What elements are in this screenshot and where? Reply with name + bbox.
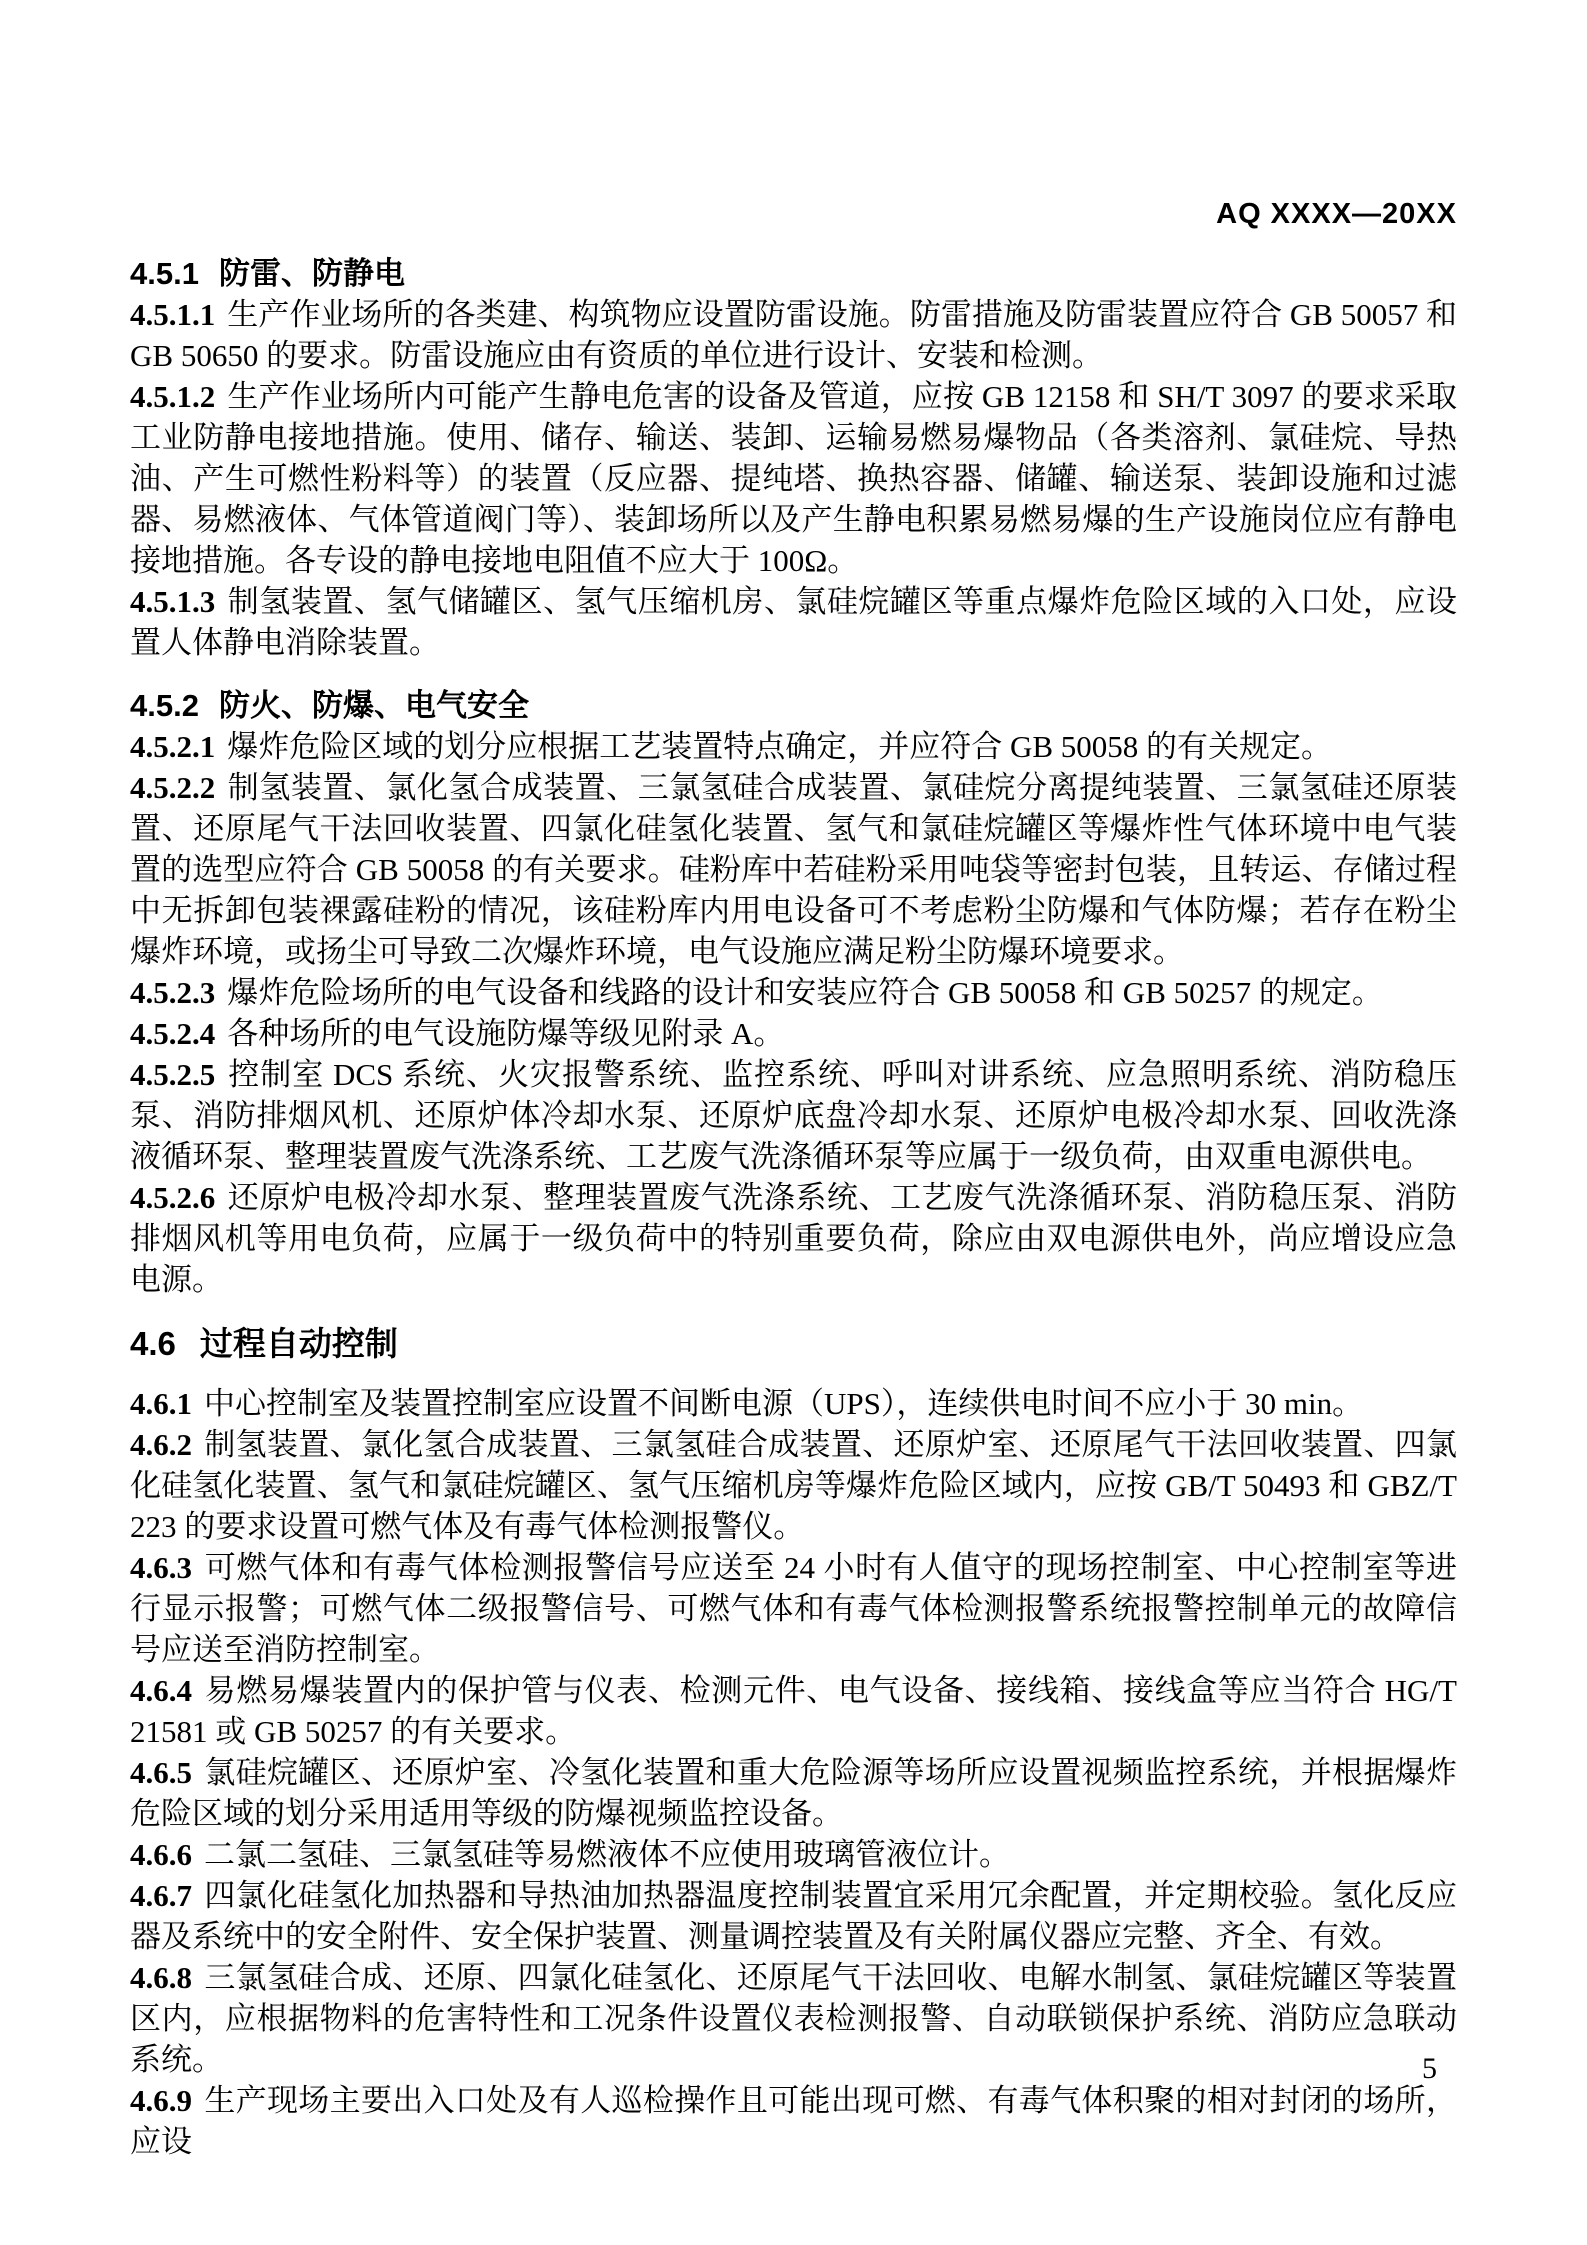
clause-number: 4.5.1.1 xyxy=(130,297,216,332)
clause-4-5-2-4 xyxy=(130,1013,1457,1054)
clause-number: 4.6.3 xyxy=(130,1550,192,1585)
clause-text: 制氢装置、氯化氢合成装置、三氯氢硅合成装置、氯硅烷分离提纯装置、三氯氢硅还原装置、还原尾气干法回收装置、四氯化硅氢化装置、氢气和氯硅烷罐区等爆炸性气体环境中电气装置的选型应符合 GB 50058 的有关要求。硅粉库中若硅粉采用吨袋等密封包装，且转运、存储过程中无拆卸包装裸露硅粉的情况，该硅粉库内用电设备可不考虑粉尘防爆和气体防爆；若存在粉尘爆炸环境，或扬尘可导致二次爆炸环境，电气设施应满足粉尘防爆环境要求。 xyxy=(130,770,1457,969)
clause-4-5-1-3 xyxy=(130,581,1457,663)
clause-text: 生产作业场所的各类建、构筑物应设置防雷设施。防雷措施及防雷装置应符合 GB 50057 和 GB 50650 的要求。防雷设施应由有资质的单位进行设计、安装和检测。 xyxy=(130,297,1457,373)
clause-number: 4.5.2.4 xyxy=(130,1016,216,1051)
heading-4-5-1 xyxy=(130,253,1457,294)
clause-4-6-6 xyxy=(130,1834,1457,1875)
clause-text: 还原炉电极冷却水泵、整理装置废气洗涤系统、工艺废气洗涤循环泵、消防稳压泵、消防排烟风机等用电负荷，应属于一级负荷中的特别重要负荷，除应由双电源供电外，尚应增设应急电源。 xyxy=(130,1180,1457,1297)
heading-4-6 xyxy=(130,1321,1457,1366)
heading-number: 4.6 xyxy=(130,1325,176,1362)
clause-4-5-2-5 xyxy=(130,1054,1457,1177)
clause-text: 制氢装置、氯化氢合成装置、三氯氢硅合成装置、还原炉室、还原尾气干法回收装置、四氯化硅氢化装置、氢气和氯硅烷罐区、氢气压缩机房等爆炸危险区域内，应按 GB/T 50493 和 GBZ/T 223 的要求设置可燃气体及有毒气体检测报警仪。 xyxy=(130,1427,1457,1544)
clause-number: 4.5.2.1 xyxy=(130,729,216,764)
clause-text: 生产现场主要出入口处及有人巡检操作且可能出现可燃、有毒气体积聚的相对封闭的场所，应设 xyxy=(130,2083,1457,2159)
clause-text: 氯硅烷罐区、还原炉室、冷氢化装置和重大危险源等场所应设置视频监控系统，并根据爆炸危险区域的划分采用适用等级的防爆视频监控设备。 xyxy=(130,1755,1457,1831)
clause-text: 中心控制室及装置控制室应设置不间断电源（UPS），连续供电时间不应小于 30 min。 xyxy=(204,1386,1364,1421)
clause-number: 4.5.1.3 xyxy=(130,584,216,619)
clause-text: 爆炸危险场所的电气设备和线路的设计和安装应符合 GB 50058 和 GB 50257 的规定。 xyxy=(227,975,1383,1010)
clause-4-6-8 xyxy=(130,1957,1457,2080)
page-number: 5 xyxy=(1422,2052,1437,2085)
clause-number: 4.6.7 xyxy=(130,1878,192,1913)
clause-number: 4.5.2.5 xyxy=(130,1057,216,1092)
clause-4-6-7 xyxy=(130,1875,1457,1957)
clause-number: 4.5.2.2 xyxy=(130,770,216,805)
clause-text: 四氯化硅氢化加热器和导热油加热器温度控制装置宜采用冗余配置，并定期校验。氢化反应器及系统中的安全附件、安全保护装置、测量调控装置及有关附属仪器应完整、齐全、有效。 xyxy=(130,1878,1457,1954)
heading-title: 防火、防爆、电气安全 xyxy=(218,688,529,723)
heading-title: 过程自动控制 xyxy=(199,1325,398,1362)
clause-number: 4.6.6 xyxy=(130,1837,192,1872)
clause-number: 4.6.1 xyxy=(130,1386,192,1421)
clause-text: 控制室 DCS 系统、火灾报警系统、监控系统、呼叫对讲系统、应急照明系统、消防稳压泵、消防排烟风机、还原炉体冷却水泵、还原炉底盘冷却水泵、还原炉电极冷却水泵、回收洗涤液循环泵、整理装置废气洗涤系统、工艺废气洗涤循环泵等应属于一级负荷，由双重电源供电。 xyxy=(130,1057,1457,1174)
clause-4-6-4 xyxy=(130,1670,1457,1752)
clause-text: 二氯二氢硅、三氯氢硅等易燃液体不应使用玻璃管液位计。 xyxy=(204,1837,1010,1872)
clause-4-6-9 xyxy=(130,2080,1457,2162)
doc-code-header: AQ XXXX—20XX xyxy=(1216,198,1457,230)
heading-title: 防雷、防静电 xyxy=(218,256,405,291)
clause-text: 三氯氢硅合成、还原、四氯化硅氢化、还原尾气干法回收、电解水制氢、氯硅烷罐区等装置区内，应根据物料的危害特性和工况条件设置仪表检测报警、自动联锁保护系统、消防应急联动系统。 xyxy=(130,1960,1457,2077)
document-content xyxy=(130,0,1457,2162)
clause-number: 4.6.2 xyxy=(130,1427,192,1462)
heading-number: 4.5.2 xyxy=(130,688,199,723)
clause-4-5-1-1 xyxy=(130,294,1457,376)
clause-4-5-1-2 xyxy=(130,376,1457,581)
clause-4-5-2-1 xyxy=(130,726,1457,767)
clause-text: 易燃易爆装置内的保护管与仪表、检测元件、电气设备、接线箱、接线盒等应当符合 HG/T 21581 或 GB 50257 的有关要求。 xyxy=(130,1673,1457,1749)
clause-4-5-2-2 xyxy=(130,767,1457,972)
clause-text: 制氢装置、氢气储罐区、氢气压缩机房、氯硅烷罐区等重点爆炸危险区域的入口处，应设置人体静电消除装置。 xyxy=(130,584,1457,660)
clause-text: 各种场所的电气设施防爆等级见附录 A。 xyxy=(227,1016,785,1051)
clause-4-5-2-3 xyxy=(130,972,1457,1013)
clause-4-6-5 xyxy=(130,1752,1457,1834)
clause-number: 4.6.4 xyxy=(130,1673,192,1708)
clause-number: 4.6.5 xyxy=(130,1755,192,1790)
clause-number: 4.5.1.2 xyxy=(130,379,216,414)
clause-text: 可燃气体和有毒气体检测报警信号应送至 24 小时有人值守的现场控制室、中心控制室等进行显示报警；可燃气体二级报警信号、可燃气体和有毒气体检测报警系统报警控制单元的故障信号应送至消防控制室。 xyxy=(130,1550,1457,1667)
clause-4-6-2 xyxy=(130,1424,1457,1547)
clause-text: 爆炸危险区域的划分应根据工艺装置特点确定，并应符合 GB 50058 的有关规定。 xyxy=(227,729,1333,764)
clause-number: 4.6.9 xyxy=(130,2083,192,2118)
clause-text: 生产作业场所内可能产生静电危害的设备及管道，应按 GB 12158 和 SH/T 3097 的要求采取工业防静电接地措施。使用、储存、输送、装卸、运输易燃易爆物品（各类溶剂、氯硅烷、导热油、产生可燃性粉料等）的装置（反应器、提纯塔、换热容器、储罐、输送泵、装卸设施和过滤器、易燃液体、气体管道阀门等）、装卸场所以及产生静电积累易燃易爆的生产设施岗位应有静电接地措施。各专设的静电接地电阻值不应大于 100Ω。 xyxy=(130,379,1457,578)
clause-4-6-3 xyxy=(130,1547,1457,1670)
clause-number: 4.6.8 xyxy=(130,1960,192,1995)
clause-4-5-2-6 xyxy=(130,1177,1457,1300)
clause-4-6-1 xyxy=(130,1383,1457,1424)
heading-4-5-2 xyxy=(130,685,1457,726)
heading-number: 4.5.1 xyxy=(130,256,199,291)
clause-number: 4.5.2.3 xyxy=(130,975,216,1010)
clause-number: 4.5.2.6 xyxy=(130,1180,216,1215)
